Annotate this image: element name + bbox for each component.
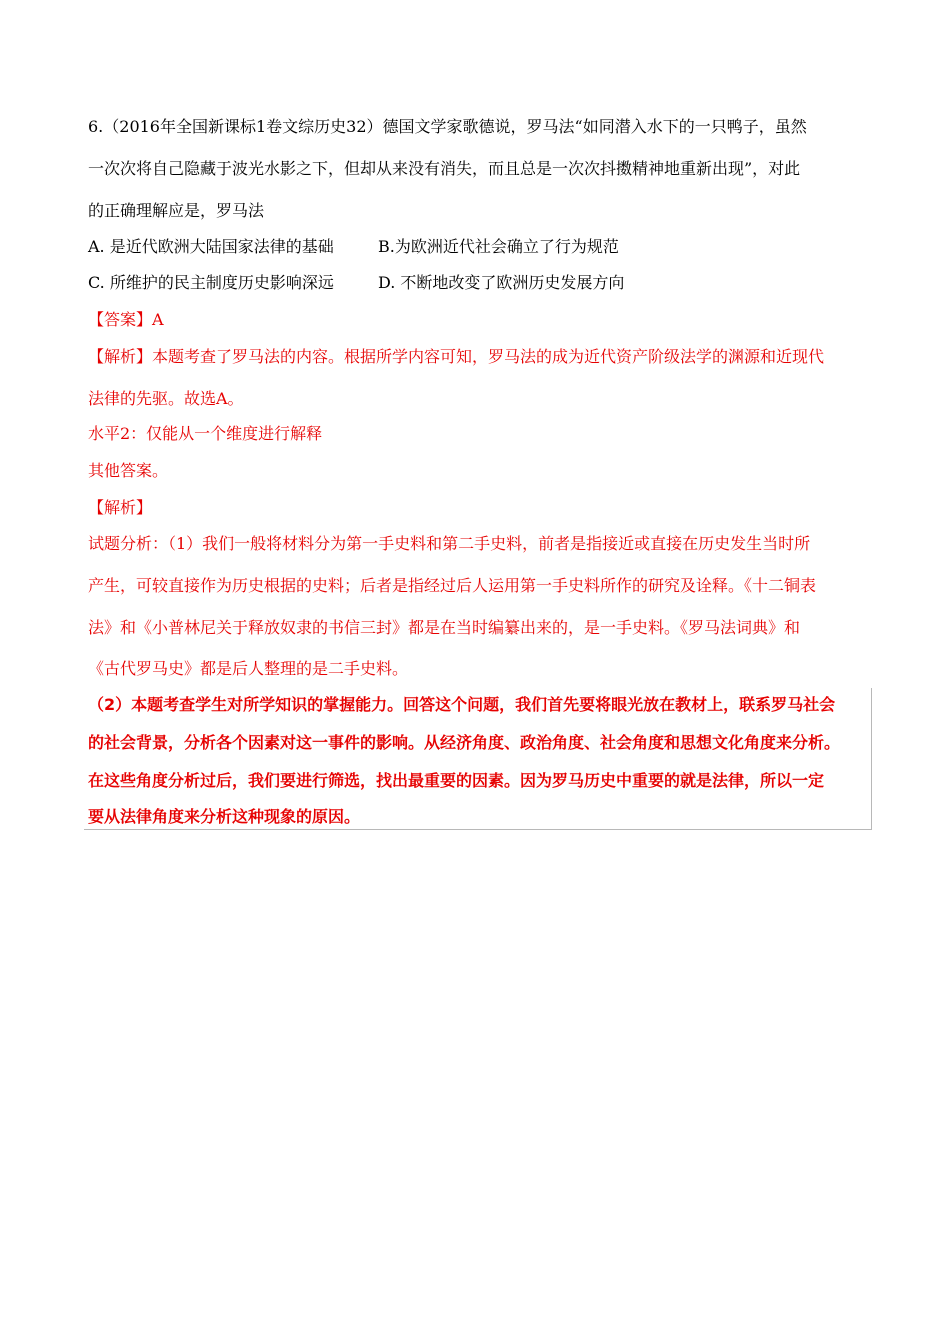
options-row-2	[88, 272, 624, 294]
analysis2-line-1: 试题分析：（1）我们一般将材料分为第一手史料和第二手史料，前者是指接近或直接在历史发生当时所	[88, 534, 811, 553]
part2-line-4: 要从法律角度来分析这种现象的原因。	[88, 807, 361, 826]
level-2: 水平2：仅能从一个维度进行解释	[88, 424, 323, 443]
option-d: D. 不断地改变了欧洲历史发展方向	[378, 273, 625, 292]
option-a: A. 是近代欧洲大陆国家法律的基础	[88, 237, 334, 256]
analysis-label: 【解析】	[88, 498, 153, 517]
analysis2-line-2: 产生，可较直接作为历史根据的史料；后者是指经过后人运用第一手史料所作的研究及诠释。《十二铜表	[88, 576, 817, 595]
part2-line-2: 的社会背景，分析各个因素对这一事件的影响。从经济角度、政治角度、社会角度和思想文化角度来分析。	[88, 733, 841, 752]
options-row-1	[88, 236, 619, 258]
part2-line-1: （2）本题考查学生对所学知识的掌握能力。回答这个问题，我们首先要将眼光放在教材上，联系罗马社会	[88, 695, 836, 714]
part-2-box	[84, 688, 872, 830]
analysis-line-1: 【解析】本题考查了罗马法的内容。根据所学内容可知，罗马法的成为近代资产阶级法学的渊源和近现代	[88, 347, 825, 366]
other-answers: 其他答案。	[88, 461, 169, 480]
part2-line-3: 在这些角度分析过后，我们要进行筛选，找出最重要的因素。因为罗马历史中重要的就是法律，所以一定	[88, 771, 825, 790]
analysis2-line-4: 《古代罗马史》都是后人整理的是二手史料。	[88, 659, 409, 678]
question-line-3: 的正确理解应是，罗马法	[88, 201, 265, 220]
question-line-2: 一次次将自己隐藏于波光水影之下，但却从来没有消失，而且总是一次次抖擞精神地重新出现”，对此	[88, 159, 801, 178]
option-c: C. 所维护的民主制度历史影响深远	[88, 273, 334, 292]
answer: 【答案】A	[88, 310, 164, 329]
option-b: B.为欧洲近代社会确立了行为规范	[378, 237, 619, 256]
analysis-line-2: 法律的先驱。故选A。	[88, 389, 244, 408]
question-line-1: 6.（2016年全国新课标1卷文综历史32）德国文学家歌德说，罗马法“如同潜入水下的一只鸭子，虽然	[88, 117, 807, 136]
analysis2-line-3: 法》和《小普林尼关于释放奴隶的书信三封》都是在当时编纂出来的，是一手史料。《罗马法词典》和	[88, 618, 801, 637]
